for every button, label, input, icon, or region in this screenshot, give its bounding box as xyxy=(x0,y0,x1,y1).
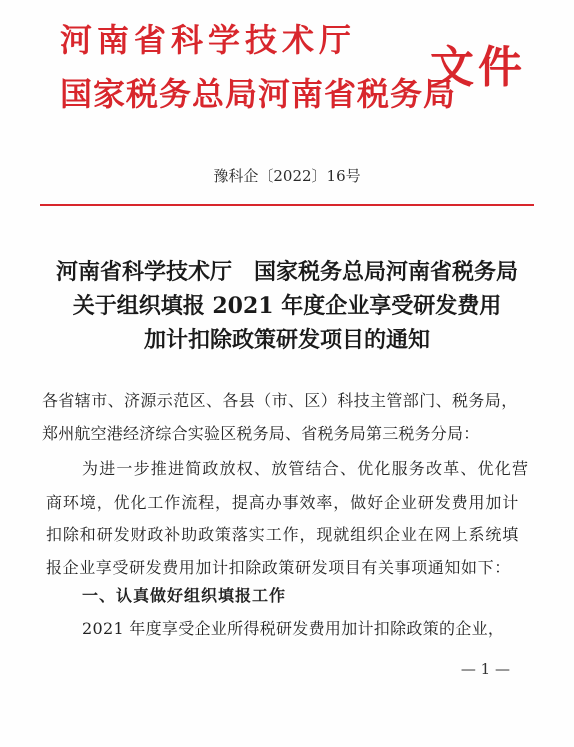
recipients-line-1: 各省辖市、济源示范区、各县（市、区）科技主管部门、税务局， xyxy=(42,391,518,410)
section-heading-1: 一、认真做好组织填报工作 xyxy=(82,586,287,605)
notice-title-line-3: 加计扣除政策研发项目的通知 xyxy=(143,327,430,353)
page-number: — 1 — xyxy=(460,660,510,678)
notice-title-line-2: 关于组织填报 2021 年度企业享受研发费用 xyxy=(72,293,502,319)
section-1-paragraph-line-1: 2021 年度享受企业所得税研发费用加计扣除政策的企业， xyxy=(82,619,505,638)
recipients-line-2: 郑州航空港经济综合实验区税务局、省税务局第三税务分局： xyxy=(42,424,480,443)
red-separator-rule xyxy=(40,204,534,206)
body-paragraph-line-3: 扣除和研发财政补助政策落实工作，现就组织企业在网上系统填 xyxy=(46,525,520,544)
body-paragraph-line-2: 商环境，优化工作流程，提高办事效率，做好企业研发费用加计 xyxy=(46,493,520,512)
issuer-name-tax-bureau: 国家税务总局河南省税务局 xyxy=(60,75,457,113)
notice-title-line-1: 河南省科学技术厅 国家税务总局河南省税务局 xyxy=(55,259,518,285)
document-type-label: 文件 xyxy=(430,42,526,93)
body-paragraph-line-4: 报企业享受研发费用加计扣除政策研发项目有关事项通知如下： xyxy=(46,558,511,577)
issuer-name-science-dept: 河南省科学技术厅 xyxy=(60,21,357,59)
document-number: 豫科企〔2022〕16号 xyxy=(213,167,361,185)
body-paragraph-line-1: 为进一步推进简政放权、放管结合、优化服务改革、优化营 xyxy=(82,459,530,478)
